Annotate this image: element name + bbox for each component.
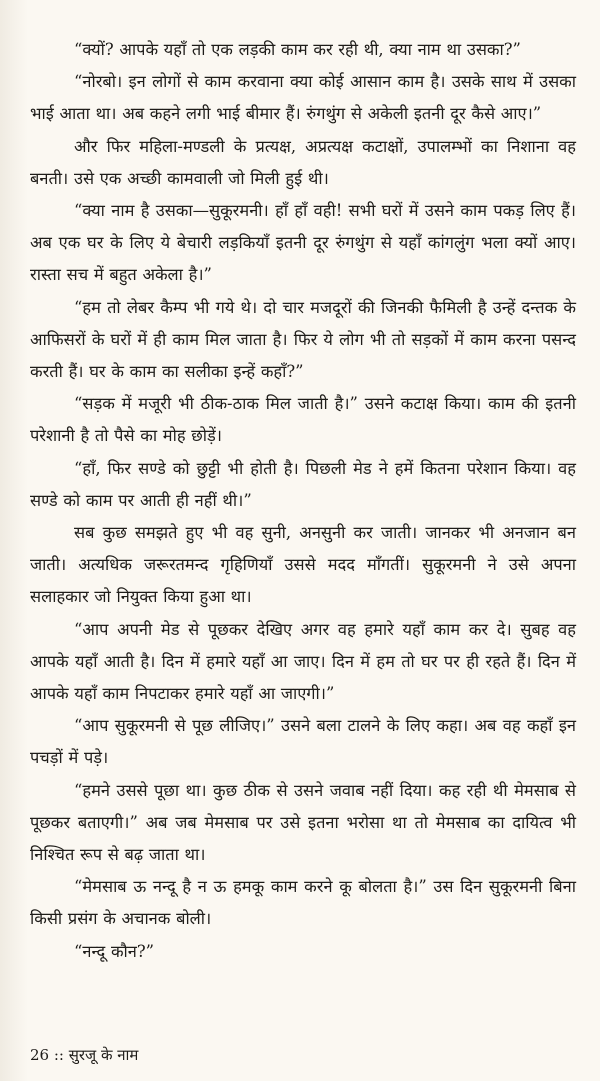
book-title: सुरजू के नाम bbox=[68, 1046, 139, 1064]
paragraph: और फिर महिला-मण्डली के प्रत्यक्ष, अप्रत्यक्ष कटाक्षों, उपालम्भों का निशाना वह बनती। उसे एक अच्छी कामवाली जो मिली हुई थी। bbox=[30, 136, 576, 188]
paragraph: “हमने उससे पूछा था। कुछ ठीक से उसने जवाब नहीं दिया। कह रही थी मेमसाब से पूछकर बताएगी।” अब जब मेमसाब पर उसे इतना भरोसा था तो मेमसाब का दायित्व भी निश्चित रूप से बढ़ जाता था। bbox=[30, 780, 576, 865]
paragraph: “नोरबो। इन लोगों से काम करवाना क्या कोई आसान काम है। उसके साथ में उसका भाई आता था। अब कहने लगी भाई बीमार हैं। रुंगथुंग से अकेली इतनी दूर कैसे आए।” bbox=[30, 72, 576, 124]
paragraph: सब कुछ समझते हुए भी वह सुनी, अनसुनी कर जाती। जानकर भी अनजान बन जाती। अत्यधिक जरूरतमन्द गृहिणियाँ उससे मदद माँगतीं। सुकूरमनी ने उसे अपना सलाहकार जो नियुक्त किया हुआ था। bbox=[30, 523, 576, 607]
paragraph: “मेमसाब ऊ नन्दू है न ऊ हमकू काम करने कू बोलता है।” उस दिन सुकूरमनी बिना किसी प्रसंग के अचानक बोली। bbox=[30, 877, 576, 929]
paragraph: “क्या नाम है उसका—सुकूरमनी। हाँ हाँ वही! सभी घरों में उसने काम पकड़ लिए हैं। अब एक घर के लिए ये बेचारी लड़कियाँ इतनी दूर रुंगथुंग से यहाँ कांगलुंग भला क्यों आए। रास्ता सच में बहुत अकेला है।” bbox=[30, 201, 576, 285]
paragraph: “नन्दू कौन?” bbox=[74, 941, 155, 961]
body-text bbox=[30, 34, 576, 968]
page-number: 26 bbox=[30, 1046, 50, 1064]
page-footer bbox=[30, 1045, 138, 1065]
paragraph: “सड़क में मजूरी भी ठीक-ठाक मिल जाती है।” उसने कटाक्ष किया। काम की इतनी परेशानी है तो पैसे का मोह छोड़ें। bbox=[30, 394, 576, 446]
paragraph: “क्यों? आपके यहाँ तो एक लड़की काम कर रही थी, क्या नाम था उसका?” bbox=[74, 40, 521, 59]
paragraph: “आप अपनी मेड से पूछकर देखिए अगर वह हमारे यहाँ काम कर दे। सुबह वह आपके यहाँ आती है। दिन में हमारे यहाँ आ जाए। दिन में हम तो घर पर ही रहते हैं। दिन में आपके यहाँ काम निपटाकर हमारे यहाँ आ जाएगी।” bbox=[30, 619, 576, 704]
paragraph: “हम तो लेबर कैम्प भी गये थे। दो चार मजदूरों की जिनकी फैमिली है उन्हें दन्तक के आफिसरों के घरों में ही काम मिल जाता है। फिर ये लोग भी तो सड़कों में काम करना पसन्द करती हैं। घर के काम का सलीका इन्हें कहाँ?” bbox=[30, 297, 576, 382]
paragraph: “आप सुकूरमनी से पूछ लीजिए।” उसने बला टालने के लिए कहा। अब वह कहाँ इन पचड़ों में पड़े। bbox=[30, 716, 576, 768]
paragraph: “हाँ, फिर सण्डे को छुट्टी भी होती है। पिछली मेड ने हमें कितना परेशान किया। वह सण्डे को काम पर आती ही नहीं थी।” bbox=[30, 458, 576, 510]
footer-separator: :: bbox=[53, 1046, 64, 1064]
